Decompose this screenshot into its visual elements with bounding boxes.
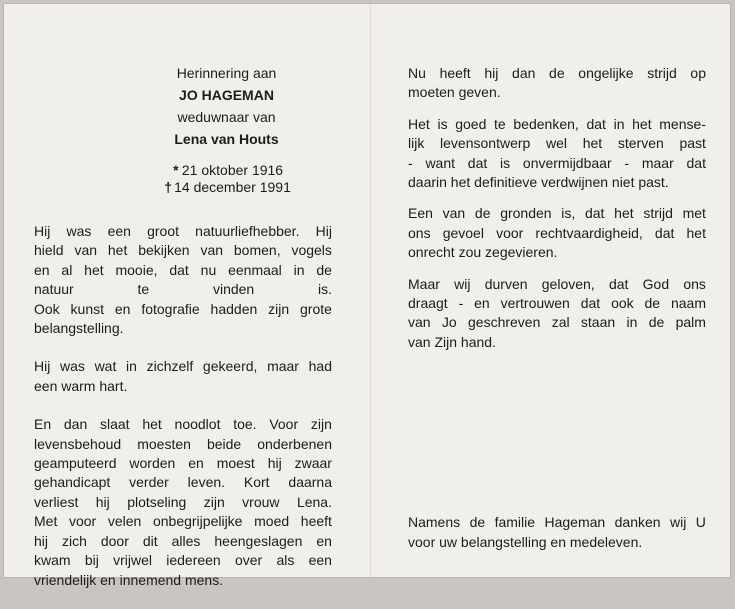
text-line: vriendelijk en innemend mens. [34, 571, 224, 588]
relation-text: weduwnaar van [177, 109, 276, 125]
text-line: geamputeerd worden en moest hij zwaar [34, 455, 332, 472]
footer-line: voor uw belangstelling en medeleven. [408, 534, 643, 550]
text-line: lijk levensontwerp wel het sterven past [408, 135, 706, 152]
text-line: Met voor velen onbegrijpelijke moed heeft [34, 513, 332, 530]
death-date-line [114, 179, 339, 196]
birth-date: 21 oktober 1916 [181, 162, 284, 178]
paragraph [34, 222, 332, 338]
text-line: En dan slaat het noodlot toe. Voor zijn [34, 416, 332, 433]
intro-text: Herinnering aan [176, 65, 277, 81]
text-line: hield van het bekijken van bomen, vogels [34, 242, 332, 259]
text-line: belangstelling. [34, 320, 124, 337]
paragraph [408, 204, 706, 262]
text-line: - want dat is onvermijdbaar - maar dat [408, 154, 706, 171]
heading-block [114, 64, 339, 196]
text-line: een warm hart. [34, 377, 128, 394]
paragraph [408, 64, 706, 103]
text-line: en al het mooie, dat nu eenmaal in de [34, 261, 332, 278]
text-line: Het is goed te bedenken, dat in het mense- [408, 115, 706, 132]
memorial-card [3, 3, 731, 588]
footer-line: Namens de familie Hageman danken wij U [408, 514, 706, 530]
text-line: Hij was een groot natuurliefhebber. Hij [34, 223, 332, 239]
paragraph [34, 415, 332, 590]
text-line: gehandicapt verder leven. Kort daarna [34, 474, 332, 491]
deceased-name: JO HAGEMAN [179, 87, 274, 103]
paragraph [408, 275, 706, 353]
paragraph [34, 357, 332, 396]
text-line: Hij was wat in zichzelf gekeerd, maar had [34, 358, 332, 375]
family-thanks [408, 512, 706, 552]
text-line: Een van de gronden is, dat het strijd met [408, 205, 706, 222]
text-line: ons gevoel voor rechtvaardigheid, dat het [408, 224, 706, 241]
text-line: hij zich door dit alles heengeslagen en [34, 532, 332, 549]
text-line: onrecht zou zegevieren. [408, 244, 558, 261]
birth-date-line [114, 162, 339, 179]
text-line: Nu heeft hij dan de ongelijke strijd op [408, 65, 706, 81]
text-line: van Jo geschreven zal staan in de palm [408, 314, 706, 331]
death-cross-icon: † [164, 179, 172, 195]
right-text-column [408, 64, 706, 364]
text-line: moeten geven. [408, 84, 501, 101]
text-line: van Zijn hand. [408, 333, 496, 350]
spouse-name: Lena van Houts [174, 131, 279, 147]
text-line: natuur te vinden is. [34, 281, 332, 298]
card-fold-line [370, 4, 371, 577]
text-line: verliest hij plotseling zijn vrouw Lena. [34, 493, 332, 510]
dates-block [114, 162, 339, 196]
text-line: Maar wij durven geloven, dat God ons [408, 275, 706, 292]
death-date: 14 december 1991 [174, 179, 291, 195]
left-text-column [34, 222, 332, 609]
birth-star-icon: * [173, 162, 179, 178]
text-line: draagt - en vertrouwen dat ook de naam [408, 295, 706, 312]
text-line: levensbehoud moesten beide onderbenen [34, 435, 332, 452]
text-line: Ook kunst en fotografie hadden zijn grote [34, 300, 332, 317]
text-line: kwam bij vrijwel iedereen over als een [34, 552, 332, 569]
paragraph [408, 115, 706, 193]
text-line: daarin het definitieve verdwijnen niet past. [408, 174, 669, 191]
